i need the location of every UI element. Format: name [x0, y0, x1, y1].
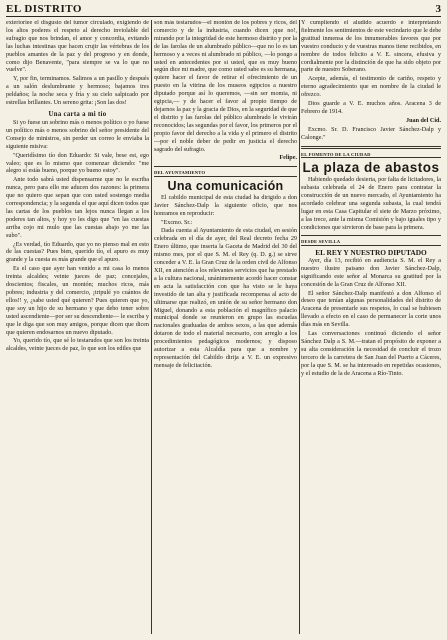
paragraph: son más testarudos—el montón de los pobres y ricos, del comercio y de la industria, cuando dicen ¡que no!, mirando por la integridad de este hermoso distrito y por la de las farolas de un alumbrado público—que no lo es tan hermoso y a veces ni alumbrado ni público, —lo pongo a usted en antecedentes por si usted, que es muy bueno según dice mi madre, que como usted sabe es su hermana, quiere hacer el favor de retirar el ofrecimiento de un puesto en la vitrina de los museos egipcios a nuestro diputado porque así lo queremos, —sin ser momia, ni egipcia,— y de hacer el favor al propio tiempo de dejarnos la paz y la gracia de Dios, en la seguridad de que el distrito y las farolas del público alumbrado le vivirán reconocidos; las segundas por el favor, los primeros por el propio favor del derecho a la vida y el primero el distrito—por el noble deber de pedir en justicia el derecho sagrado del sufragio. — [154, 20, 297, 153]
paragraph: El cabildo municipal de esta ciudad ha dirigido a don Javier Sánchez-Dalp la siguiente oficio, que nos honramos en reproducir: — [154, 194, 297, 217]
signature: Juan del Cid. — [406, 117, 441, 124]
column-divider — [299, 20, 300, 634]
article-heading: EL REY Y NUESTRO DIPUTADO — [315, 247, 427, 257]
page-header — [6, 3, 441, 17]
paragraph: Ayer, día 13, recibió en audiencia S. M. el Rey a nuestro ilustre paisano don Javier Sánchez-Dalp, significando este señor al Monarca su gratitud por la concesión de la Gran Cruz de Alfonso XII. — [301, 257, 441, 288]
page-number: 3 — [435, 3, 441, 15]
paragraph: Excmo. Sr. D. Francisco Javier Sánchez-Dalp y Calonge." — [301, 126, 441, 141]
section-divider — [301, 146, 441, 149]
paragraph: Dios guarde a V. E. muchos años. Aracena 3 de Febrero de 1914. — [301, 101, 441, 115]
article-heading: Una carta a mi tío — [48, 110, 107, 118]
section-divider — [301, 235, 441, 236]
section-kicker: DESDE SEVILLA — [301, 239, 441, 246]
masthead-title: EL DISTRITO — [6, 3, 82, 15]
paragraph: Y cumpliendo el aludido acuerdo e interpretando fielmente los sentimientos de este vecindario que le debe gratitud inmensa de los innumerables favores que por vuestro conducto y de vuestras manos tiene recibidos, en nombre de todos felicito a V. E. sincera, efusiva y cordialmente por la distinción de que ha sido objeto por parte de nuestro Soberano. — [301, 20, 441, 74]
section-divider — [154, 166, 297, 167]
paragraph: El señor Sánchez-Dalp manifestó a don Alfonso el deseo que tenían algunas personalidades del distrito de Aracena de presentarle sus respetos, lo cual se hubiesen llevado a efecto en el caso de permanecer la corte unos días más en Sevilla. — [301, 290, 441, 329]
paragraph: Habiendo quedado desierta, por falta de licitadores, la subasta celebrada el 24 de Enero para contratar la construcción de un nuevo mercado, el Ayuntamiento ha acordado celebrar una segunda subasta, la cual tendrá lugar en esta Casa Capitular el siete de Marzo próximo, a las trece, ante la misma Comisión y bajo iguales tipo y condiciones que sirvieron de base para la primera. — [301, 177, 441, 231]
column-1 — [6, 20, 149, 636]
paragraph: Es el caso que ayer han venido a mi casa lo menos treinta alcaldes; veinte jueces de paz; concejales, doscientos; fiscales, un montón; muchos ricos, más pobres; industria y del comercio, ¡tripulé yo cuántos de ellos!! y, ¿sabe usted qué quieren? Pues quieren que yo, que soy un hijo de su hermano y que debo tener sobre usted ascendiente—por ser su descendiente— le escriba y que le diga que son muy amigos, porque dicen que dicen que quieren endosarnos un nuevo diputado. — [6, 266, 149, 336]
paragraph: "Queridísimo tío don Eduardo: Si vale, bese est, ego valeo; que es lo mismo que comenzar diciendo: "me alegro sí estás bueno, porque yo bueno estoy". — [6, 152, 149, 175]
paragraph: ¿Es verdad, tío Eduardo, que yo no pienso mal en esto de las cuestas? Pues bien, querido tío, el apuro es muy grande y la cuesta es más grande que el apuro. — [6, 241, 149, 264]
paragraph: exterioriee el disgusto del tumor circulado, exigiendo de los altos poderes el respeto al derecho inviolable del sufragio que nos brindan, el amor y concordia, evitando las luchas intestinas que hacen crujir las vértebras de los pueblos amantes de la paz y del progreso y en donde, como dijo Benavente, "para siempre se va lo que no vuelve". — [6, 20, 149, 74]
column-divider — [151, 20, 152, 634]
paragraph: Yo, querido tío, que sé lo testarudos que son los treinta alcaldes, veinte jueces de paz, lo que son los ediles que — [6, 338, 149, 353]
paragraph: Dada cuenta al Ayuntamiento de esta ciudad, en sesión celebrada en el día de ayer, del Real decreto fecha 29 Enero último, que inserta la Gaceta de Madrid del 30 del mismo mes, por el que S. M. el Rey (q. D. g.) se sirve conceder a V. E. la Gran Cruz de la orden civil de Alfonso XII, en atención a los relevantes servicios que ha prestado a la cultura nacional, unánimemente acordó hacer constar en acta la satisfacción con que ha visto se le haya investido de tan alta y justificada recompensa al acto de ultimarse que realizó, en unión de su señor hermano don Miguel, donando a esta población el magnífico palacio municipal donde se reunieron en grupo las escuelas nacionales graduadas de ambos sexos, a las que además dotaron de todo el material necesario, con arreglo a los procedimientos pedagógicos modernos; y disposo autorizar a esta Alcaldía para que a nombre y representación del Cabildo dirija a V. E. un expresivo mensaje de felicitación. — [154, 228, 297, 369]
paragraph: "Excmo. Sr.: — [161, 219, 193, 226]
paragraph: Las conversaciones continuó diciendo el señor Sánchez Dalp a S. M.—tratan el propósito de exponer a su alta consideración la necesidad de concluir el trozo tercero de la carretera de San Juan del Puerto a Cáceres, por la que S. M. se ha interesado en repetidas ocasiones, y el estudio de la de Aracena a Río-Tinto. — [301, 331, 441, 377]
article-headline: Una comunicación — [167, 178, 284, 193]
section-kicker: EL FOMENTO DE LA CIUDAD — [301, 152, 441, 159]
section-kicker: DEL AYUNTAMIENTO — [154, 170, 297, 177]
paragraph: Si yo fuese un sobrino más o menos político o yo fuese un político más o menos sobrino del señor presidente del Consejo de ministros, sin perder un correo le enviaba la siguiente misiva: — [6, 119, 149, 150]
article-headline: La plaza de abastos — [302, 160, 440, 176]
signature: Felipe. — [279, 155, 297, 162]
column-2 — [154, 20, 297, 636]
paragraph: Y, por fin, terminamos. Salimos a un pasillo y después a un salón deslumbrante y hermoso; bajamos tres peldaños; la noche seca y fría y su cielo salpicado por estrellas brillantes. Un sereno grita: ¡Son las dos! — [6, 76, 149, 107]
column-3 — [301, 20, 441, 636]
paragraph: Acepte, además, el testimonio de cariño, respeto y eterno agradecimiento que en nombre de la ciudad le ofrezco. — [301, 76, 441, 99]
paragraph: Ante todo sabrá usted dispensarme que no le escriba nunca, pero para ello me aducen dos razones: la primera que no quiero que sepan que con usted sostengo media correspondencia; y la segunda el que aquí dicen todos que las cartas de los pueblos tan lejos nunca llegan a los poderes tan altos, y hoy yo les digo que "en las cuestas arriba cojo mi mulo que las cuestas abajo yo me las subo". — [6, 177, 149, 239]
